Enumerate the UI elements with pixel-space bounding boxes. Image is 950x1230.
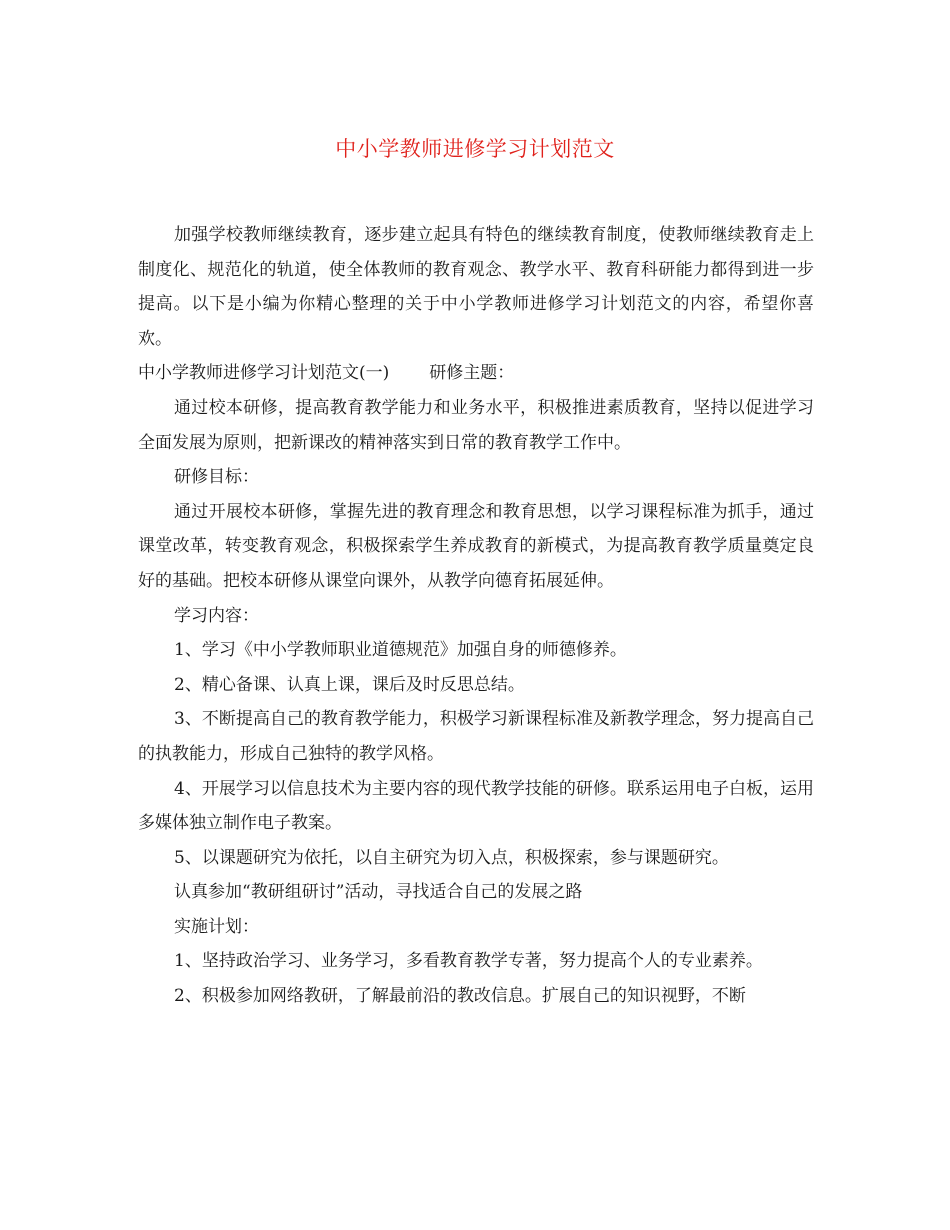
section-heading [138,356,814,391]
plan-label: 实施计划： [174,916,259,937]
content-item-3: 3、不断提高自己的教育教学能力，积极学习新课程标准及新教学理念，努力提高自己的执教能力，形成自己独特的教学风格。 [138,709,814,764]
goal-paragraph: 通过开展校本研修，掌握先进的教育理念和教育思想，以学习课程标准为抓手，通过课堂改革，转变教育观念，积极探索学生养成教育的新模式，为提高教育教学质量奠定良好的基础。把校本研修从课堂向课外，从教学向德育拓展延伸。 [138,501,814,591]
intro-paragraph: 加强学校教师继续教育，逐步建立起具有特色的继续教育制度，使教师继续教育走上制度化、规范化的轨道，使全体教师的教育观念、教学水平、教育科研能力都得到进一步提高。以下是小编为你精心整理的关于中小学教师进修学习计划范文的内容，希望你喜欢。 [138,225,814,349]
plan-item-1: 1、坚持政治学习、业务学习，多看教育教学专著，努力提高个人的专业素养。 [174,951,763,972]
content-item-5: 5、以课题研究为依托，以自主研究为切入点，积极探索，参与课题研究。 [174,847,729,868]
content-item-2: 2、精心备课、认真上课，课后及时反思总结。 [174,674,525,695]
document-title: 中小学教师进修学习计划范文 [335,137,615,161]
theme-paragraph: 通过校本研修，提高教育教学能力和业务水平，积极推进素质教育，坚持以促进学习全面发展为原则，把新课改的精神落实到日常的教育教学工作中。 [138,397,814,453]
document-body [138,218,814,1014]
content-item-1: 1、学习《中小学教师职业道德规范》加强自身的师德修养。 [174,640,627,661]
section-heading-title: 中小学教师进修学习计划范文(一) [138,363,390,384]
content-label: 学习内容： [174,605,259,626]
goal-label: 研修目标： [174,467,259,488]
section-heading-theme-label: 研修主题： [429,363,515,384]
plan-item-2: 2、积极参加网络教研，了解最前沿的教改信息。扩展自己的知识视野，不断 [174,986,746,1007]
activity-paragraph: 认真参加“教研组研讨”活动，寻找适合自己的发展之路 [174,882,583,903]
content-item-4: 4、开展学习以信息技术为主要内容的现代教学技能的研修。联系运用电子白板，运用多媒体独立制作电子教案。 [138,778,814,834]
